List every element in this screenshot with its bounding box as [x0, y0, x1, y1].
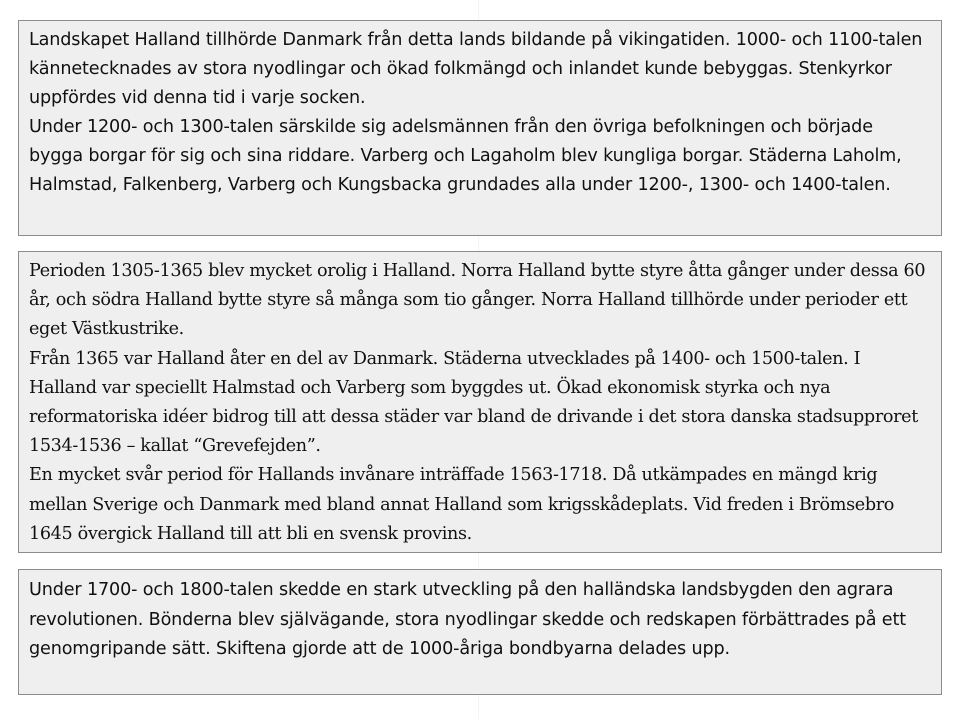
paragraph-viking-era: Landskapet Halland tillhörde Danmark från detta lands bildande på vikingatiden. 1000- och 1100-talen kännetecknades av stora nyodlingar och ökad folkmängd och inlandet kunde bebyggas. Stenkyrkor uppfördes vid denna tid i varje socken. — [29, 30, 923, 108]
text-box-agrarian-revolution — [18, 569, 942, 695]
paragraph-unrest-1305-1365: Perioden 1305-1365 blev mycket orolig i Halland. Norra Halland bytte styre åtta gånger under dessa 60 år, och södra Halland bytte styre så många som tio gånger. Norra Halland tillhörde under perioder ett eget Västkustrike. — [29, 261, 926, 340]
paragraph-nobility-castles: Under 1200- och 1300-talen särskilde sig adelsmännen från den övriga befolkningen och började bygga borgar för sig och sina riddare. Varberg och Lagaholm blev kungliga borgar. Städerna Laholm, Halmstad, Falkenberg, Varberg och Kungsbacka grundades alla under 1200-, 1300- och 1400-talen. — [29, 117, 902, 195]
paragraph-agrarian-revolution: Under 1700- och 1800-talen skedde en stark utveckling på den halländska landsbygden den agrara revolutionen. Bönderna blev självägande, stora nyodlingar skedde och redskapen förbättrades på ett genomgripande sätt. Skiftena gjorde att de 1000-åriga bondbyarna delades upp. — [29, 580, 906, 659]
paragraph-wars-bromsebro: En mycket svår period för Hallands invånare inträffade 1563-1718. Då utkämpades en mängd krig mellan Sverige och Danmark med bland annat Halland som krigsskådeplats. Vid freden i Brömsebro 1645 övergick Halland till att bli en svensk provins. — [29, 465, 895, 544]
text-box-viking-medieval — [18, 20, 942, 236]
text-box-danish-period — [18, 251, 942, 553]
paragraph-denmark-cities: Från 1365 var Halland åter en del av Danmark. Städerna utvecklades på 1400- och 1500-talen. I Halland var speciellt Halmstad och Varberg som byggdes ut. Ökad ekonomisk styrka och nya reformatoriska idéer bidrog till att dessa städer var bland de drivande i det stora danska stadsupproret 1534-1536 – kallat “Grevefejden”. — [29, 348, 918, 457]
